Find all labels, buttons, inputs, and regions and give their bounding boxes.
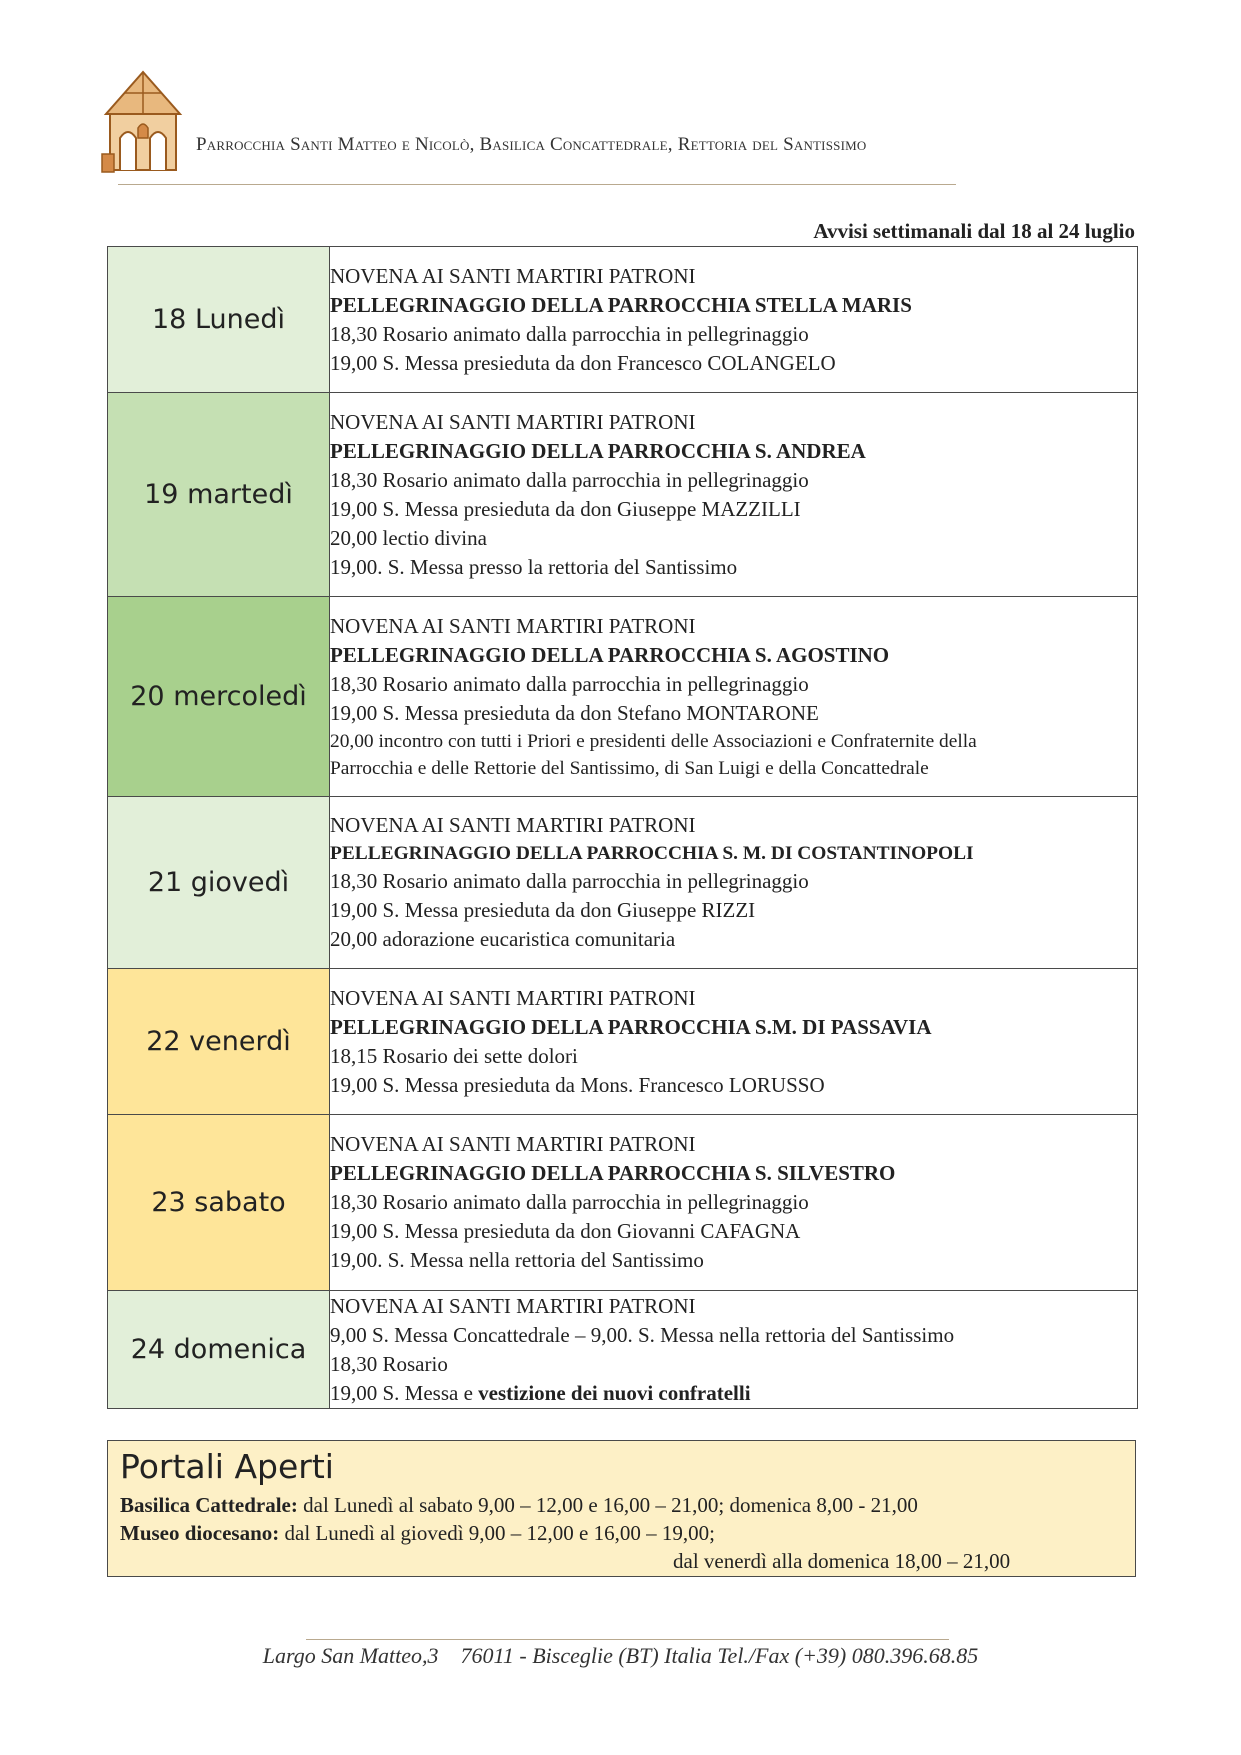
- event-text: 19,00 S. Messa presieduta da don Stefano MONTARONE: [330, 700, 819, 725]
- event-text: 20,00 incontro con tutti i Priori e presidenti delle Associazioni e Confraternite della: [330, 730, 977, 752]
- week-title: Avvisi settimanali dal 18 al 24 luglio: [813, 219, 1135, 243]
- event-line: [330, 466, 1137, 495]
- schedule-row: [108, 597, 1138, 797]
- event-text: 18,30 Rosario: [330, 1351, 448, 1376]
- event-text: 19,00. S. Messa nella rettoria del Santissimo: [330, 1248, 704, 1272]
- event-line: [330, 1217, 1137, 1246]
- day-events: [330, 1291, 1138, 1409]
- event-line: [330, 1071, 1137, 1100]
- day-label: 21 giovedì: [108, 797, 330, 969]
- day-events: [330, 247, 1138, 393]
- event-line: [330, 755, 1137, 782]
- event-text: NOVENA AI SANTI MARTIRI PATRONI: [330, 613, 696, 638]
- event-text: 18,30 Rosario animato dalla parrocchia in pellegrinaggio: [330, 467, 809, 492]
- event-line: [330, 1292, 1137, 1321]
- event-text: 18,30 Rosario animato dalla parrocchia in pellegrinaggio: [330, 869, 809, 893]
- event-text: PELLEGRINAGGIO DELLA PARROCCHIA S. SILVESTRO: [330, 1161, 896, 1185]
- event-line: [330, 1188, 1137, 1217]
- event-line: [330, 349, 1137, 378]
- event-text: NOVENA AI SANTI MARTIRI PATRONI: [330, 985, 696, 1010]
- event-text: NOVENA AI SANTI MARTIRI PATRONI: [330, 1132, 696, 1156]
- event-line: [330, 840, 1137, 867]
- event-line: [330, 867, 1137, 896]
- day-events: [330, 797, 1138, 969]
- basilica-hours-text: dal Lunedì al sabato 9,00 – 12,00 e 16,00 – 21,00; domenica 8,00 - 21,00: [297, 1493, 918, 1517]
- event-line: [330, 1013, 1137, 1042]
- event-line: [330, 553, 1137, 582]
- event-text: 19,00. S. Messa presso la rettoria del Santissimo: [330, 554, 738, 579]
- event-line: [330, 896, 1137, 925]
- event-line: [330, 984, 1137, 1013]
- day-events: [330, 597, 1138, 797]
- day-events: [330, 393, 1138, 597]
- schedule-row: [108, 1291, 1138, 1409]
- schedule-table: [107, 246, 1138, 1409]
- event-line: [330, 320, 1137, 349]
- museo-hours-weekend: dal venerdì alla domenica 18,00 – 21,00: [673, 1549, 1011, 1573]
- event-text: 19,00 S. Messa presieduta da don Giuseppe MAZZILLI: [330, 496, 801, 521]
- event-line: [330, 1130, 1137, 1159]
- event-line: [330, 925, 1137, 954]
- event-line: [330, 524, 1137, 553]
- day-label: 24 domenica: [108, 1291, 330, 1409]
- museo-hours-text: dal Lunedì al giovedì 9,00 – 12,00 e 16,00 – 19,00;: [279, 1521, 715, 1545]
- museo-label: Museo diocesano:: [120, 1521, 280, 1545]
- event-text: 18,30 Rosario animato dalla parrocchia in pellegrinaggio: [330, 1190, 809, 1214]
- opening-hours-title: Portali Aperti: [120, 1447, 334, 1486]
- event-text: NOVENA AI SANTI MARTIRI PATRONI: [330, 409, 696, 434]
- event-text: NOVENA AI SANTI MARTIRI PATRONI: [330, 813, 696, 837]
- event-line: [330, 495, 1137, 524]
- event-line: [330, 291, 1137, 320]
- event-line: [330, 1042, 1137, 1071]
- event-line: [330, 670, 1137, 699]
- day-label: 19 martedì: [108, 393, 330, 597]
- event-text: 19,00 S. Messa presieduta da don Francesco COLANGELO: [330, 350, 836, 375]
- header-divider: [118, 184, 956, 185]
- event-text: 19,00 S. Messa presieduta da don Giovanni CAFAGNA: [330, 1219, 801, 1243]
- day-events: [330, 1115, 1138, 1291]
- event-text: PELLEGRINAGGIO DELLA PARROCCHIA S. ANDREA: [330, 438, 866, 463]
- event-line: [330, 437, 1137, 466]
- museo-hours: [120, 1521, 715, 1546]
- event-text: 19,00 S. Messa e: [330, 1380, 479, 1405]
- day-label: 22 venerdì: [108, 969, 330, 1115]
- event-text: 20,00 lectio divina: [330, 525, 487, 550]
- schedule-row: [108, 247, 1138, 393]
- event-line: [330, 728, 1137, 755]
- event-text: PELLEGRINAGGIO DELLA PARROCCHIA S. M. DI COSTANTINOPOLI: [330, 843, 974, 864]
- basilica-logo-icon: [98, 68, 188, 176]
- event-line: [330, 1159, 1137, 1188]
- opening-hours-box: [107, 1440, 1136, 1577]
- event-text: 20,00 adorazione eucaristica comunitaria: [330, 927, 676, 951]
- day-events: [330, 969, 1138, 1115]
- event-text: PELLEGRINAGGIO DELLA PARROCCHIA STELLA MARIS: [330, 292, 912, 317]
- event-text: 18,15 Rosario dei sette dolori: [330, 1043, 578, 1068]
- event-line: [330, 612, 1137, 641]
- basilica-hours: [120, 1493, 918, 1518]
- schedule-row: [108, 797, 1138, 969]
- event-line: [330, 1321, 1137, 1350]
- schedule-row: [108, 969, 1138, 1115]
- event-text: NOVENA AI SANTI MARTIRI PATRONI: [330, 263, 696, 288]
- header-title: Parrocchia Santi Matteo e Nicolò, Basilica Concattedrale, Rettoria del Santissimo: [196, 134, 867, 155]
- day-label: 18 Lunedì: [108, 247, 330, 393]
- day-label: 23 sabato: [108, 1115, 330, 1291]
- event-text: 19,00 S. Messa presieduta da Mons. Francesco LORUSSO: [330, 1072, 825, 1097]
- event-text: 18,30 Rosario animato dalla parrocchia in pellegrinaggio: [330, 321, 809, 346]
- event-line: [330, 811, 1137, 840]
- event-line: [330, 1350, 1137, 1379]
- event-line: [330, 699, 1137, 728]
- footer-divider: [306, 1639, 949, 1640]
- event-line: [330, 641, 1137, 670]
- footer-address: Largo San Matteo,3 76011 - Bisceglie (BT) Italia Tel./Fax (+39) 080.396.68.85: [262, 1643, 979, 1668]
- event-line: [330, 262, 1137, 291]
- event-line: [330, 408, 1137, 437]
- day-label: 20 mercoledì: [108, 597, 330, 797]
- event-text: 19,00 S. Messa presieduta da don Giuseppe RIZZI: [330, 898, 756, 922]
- schedule-row: [108, 1115, 1138, 1291]
- event-text-emphasis: vestizione dei nuovi confratelli: [478, 1380, 751, 1405]
- event-text: NOVENA AI SANTI MARTIRI PATRONI: [330, 1293, 696, 1318]
- event-text: Parrocchia e delle Rettorie del Santissimo, di San Luigi e della Concattedrale: [330, 757, 929, 779]
- event-text: 18,30 Rosario animato dalla parrocchia in pellegrinaggio: [330, 671, 809, 696]
- event-text: PELLEGRINAGGIO DELLA PARROCCHIA S. AGOSTINO: [330, 642, 890, 667]
- event-text: 9,00 S. Messa Concattedrale – 9,00. S. Messa nella rettoria del Santissimo: [330, 1322, 955, 1347]
- event-line: [330, 1246, 1137, 1275]
- event-text: PELLEGRINAGGIO DELLA PARROCCHIA S.M. DI PASSAVIA: [330, 1014, 932, 1039]
- basilica-label: Basilica Cattedrale:: [120, 1493, 298, 1517]
- schedule-row: [108, 393, 1138, 597]
- event-line: [330, 1379, 1137, 1408]
